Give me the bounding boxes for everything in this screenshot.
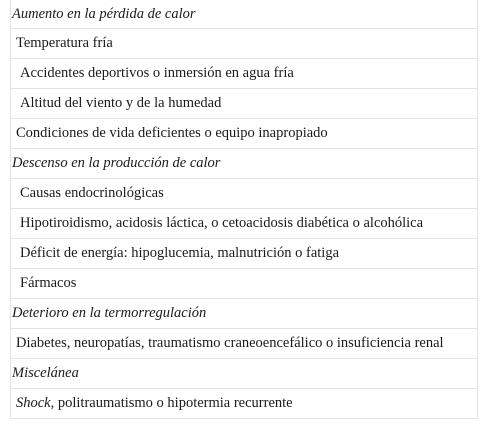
table-row: Fármacos	[11, 269, 477, 299]
table-row: Altitud del viento y de la humedad	[11, 89, 477, 119]
section-heading-heat-production: Descenso en la producción de calor	[11, 149, 477, 179]
table-row: Condiciones de vida deficientes o equipo inapropiado	[11, 119, 477, 149]
table-row: Causas endocrinológicas	[11, 179, 477, 209]
table-row: Accidentes deportivos o inmersión en agua fría	[11, 59, 477, 89]
section-heading-heat-loss: Aumento en la pérdida de calor	[11, 0, 477, 29]
table-row: Déficit de energía: hipoglucemia, malnutrición o fatiga	[11, 239, 477, 269]
causes-table	[10, 0, 478, 419]
row-text: , politraumatismo o hipotermia recurrente	[50, 395, 293, 411]
table-row: Diabetes, neuropatías, traumatismo craneoencefálico o insuficiencia renal	[11, 329, 477, 359]
table-row: Temperatura fría	[11, 29, 477, 59]
section-heading-thermoregulation: Deterioro en la termorregulación	[11, 299, 477, 329]
section-heading-miscellaneous: Miscelánea	[11, 359, 477, 389]
shock-term: Shock	[16, 395, 51, 411]
table-row: Hipotiroidismo, acidosis láctica, o cetoacidosis diabética o alcohólica	[11, 209, 477, 239]
table-row	[11, 389, 477, 419]
